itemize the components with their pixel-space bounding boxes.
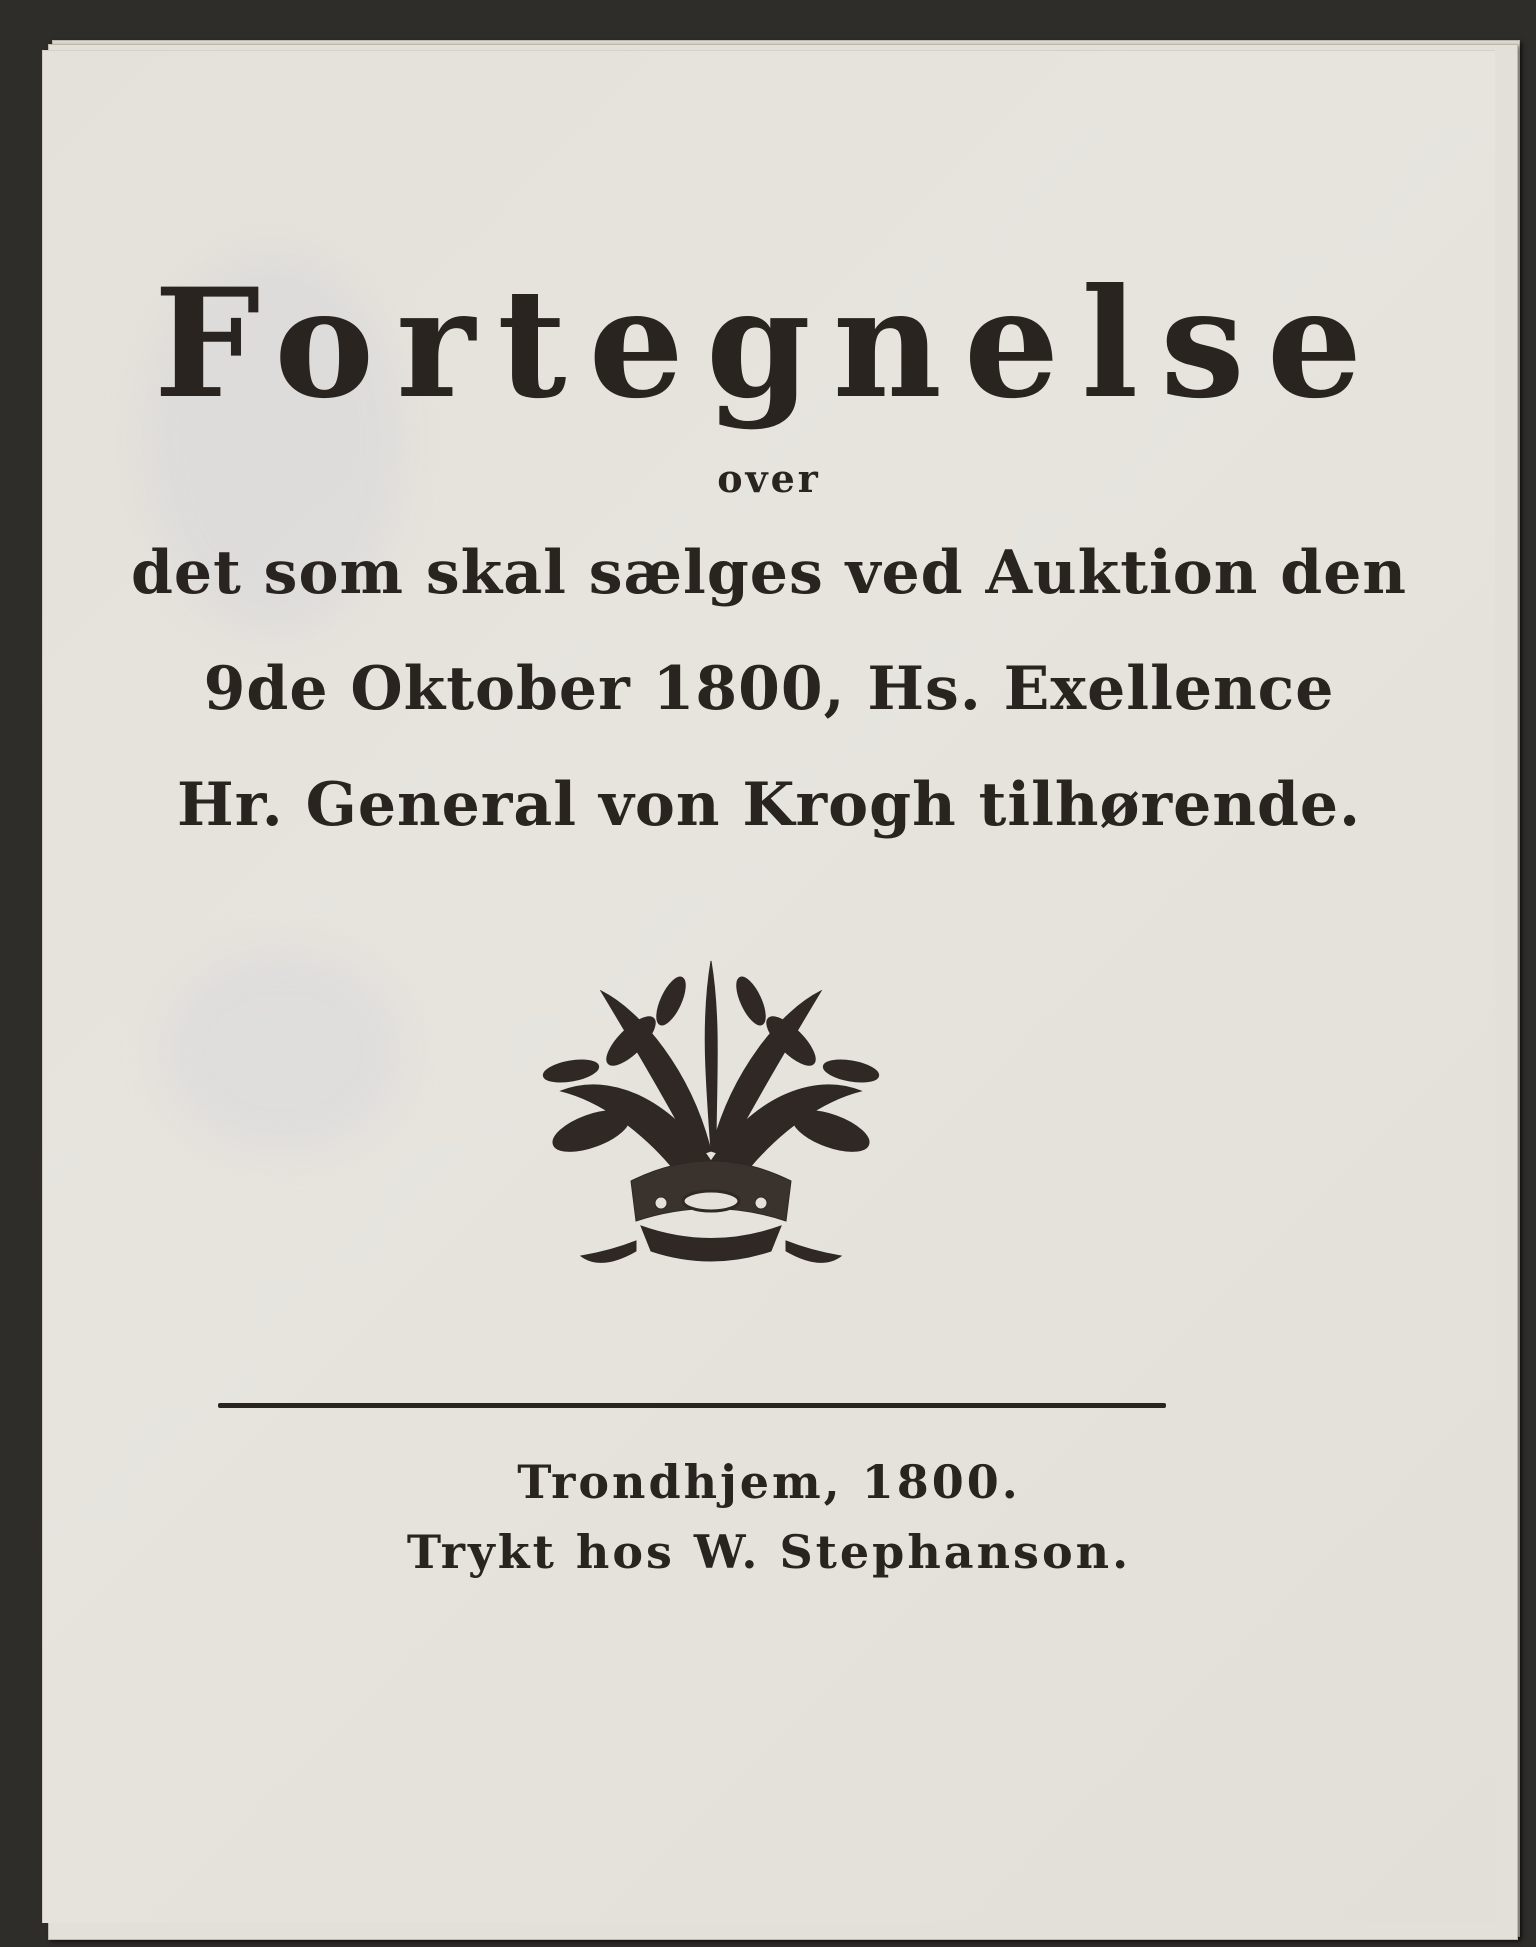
horizontal-rule: [218, 1403, 1166, 1408]
imprint-printer: Trykt hos W. Stephanson.: [406, 1525, 1132, 1579]
description-line-1: det som skal sælges ved Auktion den: [130, 538, 1408, 608]
imprint-place-year: Trondhjem, 1800.: [517, 1455, 1021, 1509]
title-page: [42, 50, 1495, 1923]
document-title: Fortegnelse: [153, 256, 1385, 432]
paper-stain: [163, 951, 403, 1151]
description-line-3: Hr. General von Krogh tilhørende.: [177, 770, 1361, 840]
title-connector: over: [717, 456, 821, 501]
crown-wreath-ornament-icon: [521, 951, 901, 1281]
description-line-2: 9de Oktober 1800, Hs. Exellence: [203, 654, 1335, 724]
